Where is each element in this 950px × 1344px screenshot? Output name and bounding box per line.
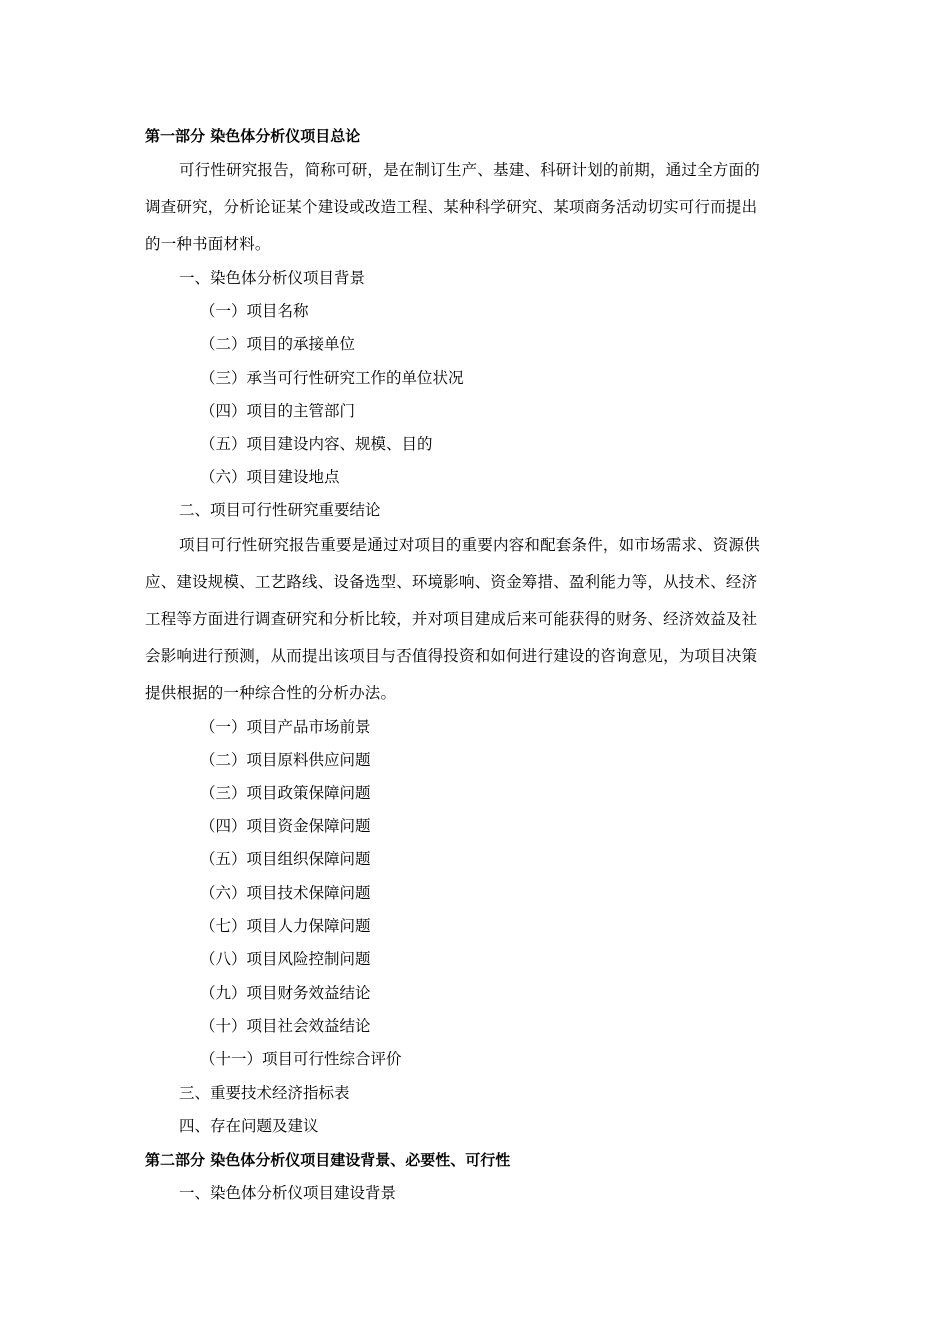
part-two-heading: 第二部分 染色体分析仪项目建设背景、必要性、可行性 bbox=[145, 1151, 511, 1169]
intro-paragraph-line: 调查研究，分析论证某个建设或改造工程、某种科学研究、某项商务活动切实可行而提出 bbox=[145, 198, 758, 216]
subsection-item: （七）项目人力保障问题 bbox=[200, 917, 371, 935]
section-heading: 二、项目可行性研究重要结论 bbox=[179, 501, 381, 519]
subsection-item: （五）项目组织保障问题 bbox=[200, 850, 371, 868]
subsection-item: （十一）项目可行性综合评价 bbox=[200, 1050, 402, 1068]
subsection-item: （二）项目原料供应问题 bbox=[200, 751, 371, 769]
intro-paragraph-line: 的一种书面材料。 bbox=[145, 235, 271, 253]
subsection-item: （四）项目的主管部门 bbox=[200, 402, 356, 420]
subsection-item: （六）项目建设地点 bbox=[200, 468, 340, 486]
subsection-item: （九）项目财务效益结论 bbox=[200, 984, 371, 1002]
subsection-item: （五）项目建设内容、规模、目的 bbox=[200, 435, 433, 453]
intro-paragraph-line: 可行性研究报告，简称可研，是在制订生产、基建、科研计划的前期，通过全方面的 bbox=[179, 161, 760, 179]
subsection-item: （四）项目资金保障问题 bbox=[200, 817, 371, 835]
part-one-heading: 第一部分 染色体分析仪项目总论 bbox=[145, 127, 361, 145]
subsection-item: （六）项目技术保障问题 bbox=[200, 884, 371, 902]
conclusion-paragraph-line: 项目可行性研究报告重要是通过对项目的重要内容和配套条件，如市场需求、资源供 bbox=[179, 536, 760, 554]
subsection-item: （一）项目名称 bbox=[200, 302, 309, 320]
subsection-item: （十）项目社会效益结论 bbox=[200, 1017, 371, 1035]
subsection-item: （八）项目风险控制问题 bbox=[200, 950, 371, 968]
section-heading: 三、重要技术经济指标表 bbox=[179, 1084, 350, 1102]
subsection-item: （三）承当可行性研究工作的单位状况 bbox=[200, 369, 464, 387]
subsection-item: （三）项目政策保障问题 bbox=[200, 784, 371, 802]
subsection-item: （二）项目的承接单位 bbox=[200, 335, 356, 353]
conclusion-paragraph-line: 提供根据的一种综合性的分析办法。 bbox=[145, 684, 397, 702]
conclusion-paragraph-line: 应、建设规模、工艺路线、设备选型、环境影响、资金筹措、盈利能力等，从技术、经济 bbox=[145, 573, 758, 591]
section-heading: 四、存在问题及建议 bbox=[179, 1117, 319, 1135]
section-heading: 一、染色体分析仪项目建设背景 bbox=[179, 1184, 397, 1202]
conclusion-paragraph-line: 工程等方面进行调查研究和分析比较，并对项目建成后来可能获得的财务、经济效益及社 bbox=[145, 610, 758, 628]
section-heading: 一、染色体分析仪项目背景 bbox=[179, 269, 366, 287]
conclusion-paragraph-line: 会影响进行预测，从而提出该项目与否值得投资和如何进行建设的咨询意见，为项目决策 bbox=[145, 647, 758, 665]
subsection-item: （一）项目产品市场前景 bbox=[200, 718, 371, 736]
